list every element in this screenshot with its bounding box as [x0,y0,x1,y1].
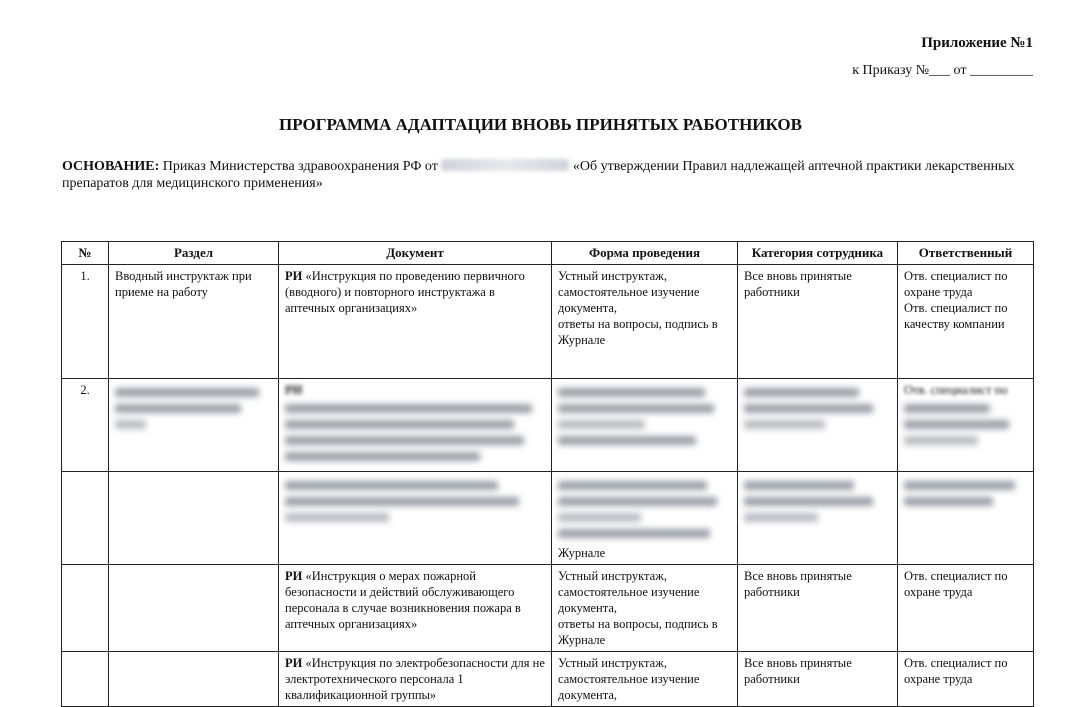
row3-category-redacted [738,472,898,565]
row5-form [552,652,738,707]
basis-text-before: Приказ Министерства здравоохранения РФ от [159,159,442,174]
redacted-date [441,159,569,171]
header-document: Документ [279,242,552,265]
row1-form-line2: самостоятельное изучение документа, [558,285,700,315]
row1-form-line3: ответы на вопросы, подпись в Журнале [558,317,718,347]
row3-responsible-redacted [898,472,1034,565]
row3-num [62,472,109,565]
row3-form-tail: Журнале [558,546,606,560]
row3-form-redacted [552,472,738,565]
header-num: № [62,242,109,265]
row5-num [62,652,109,707]
row1-resp-line2: Отв. специалист по качеству компании [904,301,1008,331]
row5-doc-prefix: РИ [285,656,303,670]
table-header-row [62,242,1034,265]
row1-doc-prefix: РИ [285,269,303,283]
row4-doc-prefix: РИ [285,569,303,583]
row1-form-line1: Устный инструктаж, [558,269,667,283]
row1-resp-line1: Отв. специалист по охране труда [904,269,1008,299]
row4-form [552,565,738,652]
row2-num: 2. [62,379,109,472]
row4-form-line2: самостоятельное изучение документа, [558,585,700,615]
row5-form-line1: Устный инструктаж, [558,656,667,670]
row4-form-line1: Устный инструктаж, [558,569,667,583]
header-section: Раздел [109,242,279,265]
header-category: Категория сотрудника [738,242,898,265]
row5-category: Все вновь принятые работники [738,652,898,707]
row4-category: Все вновь принятые работники [738,565,898,652]
basis-paragraph [62,158,1022,192]
row2-category-redacted [738,379,898,472]
row1-section: Вводный инструктаж при приеме на работу [109,265,279,379]
document-title: ПРОГРАММА АДАПТАЦИИ ВНОВЬ ПРИНЯТЫХ РАБОТНИКОВ [279,115,802,134]
row5-responsible: Отв. специалист по охране труда [898,652,1034,707]
header-responsible: Ответственный [898,242,1034,265]
row4-document [279,565,552,652]
order-reference: к Приказу №___ от _________ [852,63,1033,78]
row2-document-redacted [279,379,552,472]
row2-responsible-redacted [898,379,1034,472]
row3-document-redacted [279,472,552,565]
row1-category: Все вновь принятые работники [738,265,898,379]
row5-document [279,652,552,707]
row4-num [62,565,109,652]
row5-doc-text: «Инструкция по электробезопасности для не электротехнического персонала 1 квалификационной группы» [285,656,545,702]
basis-label: ОСНОВАНИЕ: [62,159,160,174]
row4-responsible: Отв. специалист по охране труда [898,565,1034,652]
row2-resp-first: Отв. специалист по [904,383,1008,397]
row4-section [109,565,279,652]
row5-section [109,652,279,707]
row4-form-line3: ответы на вопросы, подпись в Журнале [558,617,718,647]
row1-doc-text: «Инструкция по проведению первичного (вводного) и повторного инструктажа в аптечных организациях» [285,269,525,315]
table-row [62,472,1034,565]
row2-form-redacted [552,379,738,472]
header-form: Форма проведения [552,242,738,265]
table-row [62,379,1034,472]
row3-section [109,472,279,565]
row1-num: 1. [62,265,109,379]
appendix-label: Приложение №1 [921,35,1033,51]
basis-text-after: «Об утверждении Правил надлежащей аптечной практики лекарственных препаратов для медицинского применения» [62,159,1015,191]
row2-doc-prefix: РИ [285,383,303,397]
table-row [62,265,1034,379]
row1-form [552,265,738,379]
row2-section-redacted [109,379,279,472]
row1-responsible [898,265,1034,379]
row4-doc-text: «Инструкция о мерах пожарной безопасности и действий обслуживающего персонала в случае возникновения пожара в аптечных организациях» [285,569,521,631]
row5-form-line2: самостоятельное изучение документа, [558,672,700,702]
table-row [62,565,1034,652]
row1-document [279,265,552,379]
table-row [62,652,1034,707]
adaptation-program-table [61,241,1034,707]
